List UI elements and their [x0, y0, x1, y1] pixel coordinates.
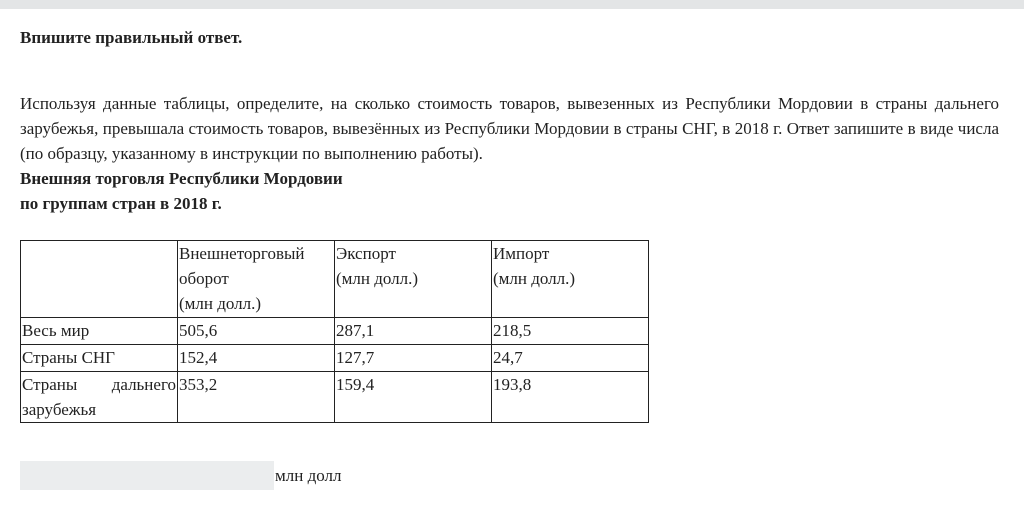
- table-title-line1: Внешняя торговля Республики Мордовии: [20, 169, 343, 188]
- cell-turnover: 505,6: [178, 318, 335, 345]
- header-import-line1: Импорт: [493, 244, 550, 263]
- table-row: [21, 372, 649, 423]
- answer-unit: млн долл: [275, 465, 342, 485]
- region-word2: дальнего: [111, 375, 176, 394]
- region-line1: [22, 372, 176, 397]
- cell-turnover: 353,2: [178, 372, 335, 423]
- header-import-line2: (млн долл.): [493, 269, 576, 288]
- cell-import: 218,5: [492, 318, 649, 345]
- table-header-row: [21, 241, 649, 318]
- cell-turnover: 152,4: [178, 345, 335, 372]
- answer-input[interactable]: [20, 461, 274, 490]
- cell-region: [21, 372, 178, 423]
- task-content: [20, 26, 999, 216]
- trade-table: [20, 240, 649, 423]
- header-export-line1: Экспорт: [336, 244, 396, 263]
- table-row: [21, 318, 649, 345]
- cell-import: 193,8: [492, 372, 649, 423]
- region-line2: зарубежья: [22, 400, 97, 419]
- task-instruction: Впишите правильный ответ.: [20, 28, 243, 47]
- top-strip: [0, 0, 1024, 9]
- task-question: Используя данные таблицы, определите, на сколько стоимость товаров, вывезенных из Республики Мордовии в страны дальнего зарубежья, превышала стоимость товаров, вывезённых из Республики Мордовии в страны СНГ, в 2018 г. Ответ запишите в виде числа (по образцу, указанному в инструкции по выполнению работы).: [20, 94, 999, 163]
- cell-export: 287,1: [335, 318, 492, 345]
- header-turnover-line1: Внешнеторговый: [179, 244, 305, 263]
- region-word1: Страны: [22, 375, 78, 394]
- table-title-line2: по группам стран в 2018 г.: [20, 194, 222, 213]
- header-turnover: [178, 241, 335, 318]
- cell-export: 127,7: [335, 345, 492, 372]
- table-row: [21, 345, 649, 372]
- header-export-line2: (млн долл.): [336, 269, 419, 288]
- header-import: [492, 241, 649, 318]
- answer-row: [20, 461, 341, 490]
- header-turnover-line2: оборот: [179, 269, 229, 288]
- cell-export: 159,4: [335, 372, 492, 423]
- cell-import: 24,7: [492, 345, 649, 372]
- cell-region: Страны СНГ: [21, 345, 178, 372]
- cell-region: Весь мир: [21, 318, 178, 345]
- header-export: [335, 241, 492, 318]
- header-turnover-line3: (млн долл.): [179, 294, 262, 313]
- header-empty-cell: [21, 241, 178, 318]
